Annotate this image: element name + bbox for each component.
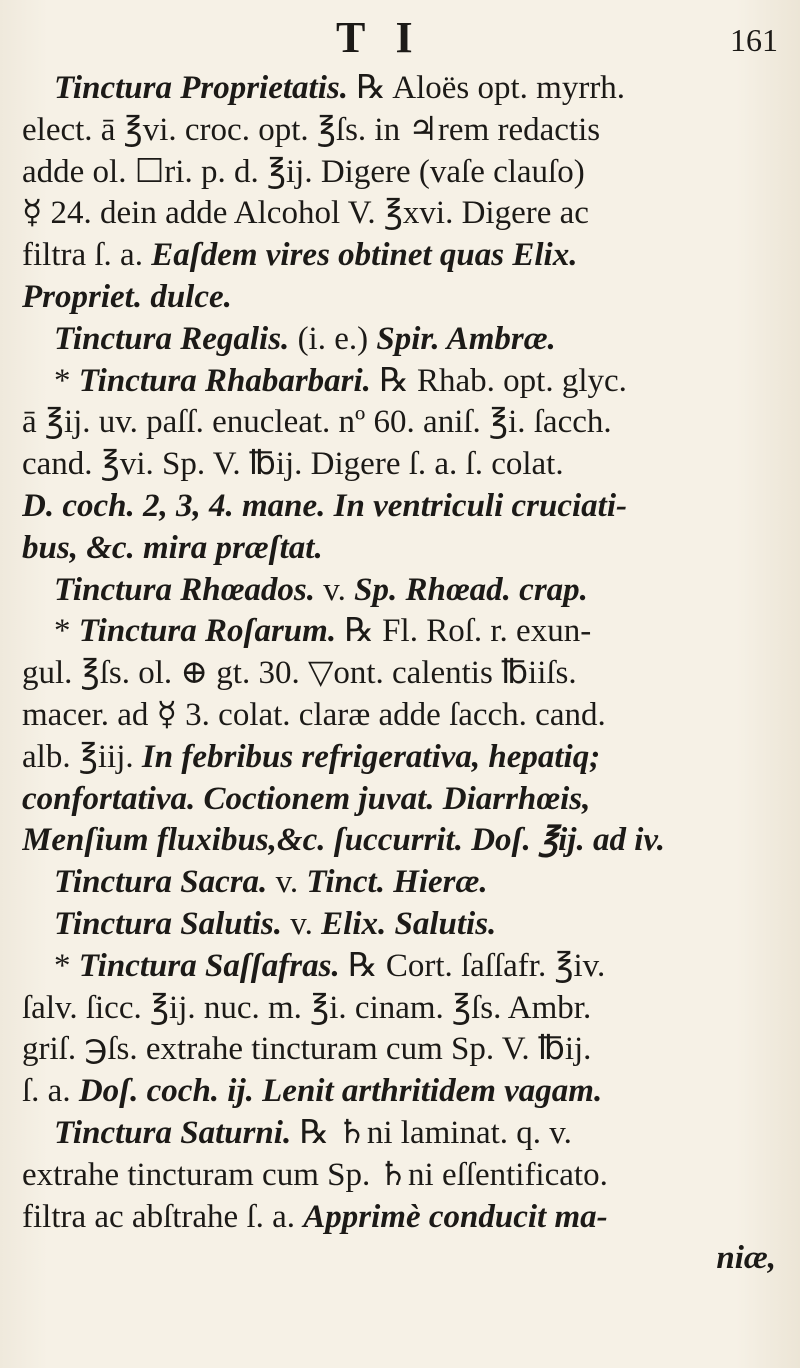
text-line [22,820,790,862]
roman-text: ā ℥ij. uv. paſſ. enucleat. nº 60. aniſ. ℥i. ſacch. [22,404,612,441]
italic-text: In febribus refrigerativa, hepatiq; [141,738,601,775]
italic-text: Tinctura Salutis. [54,905,291,942]
roman-text: * [54,613,79,650]
italic-text: Eaſdem vires obtinet quas Elix. [151,237,578,274]
italic-text: confortativa. Coctionem juvat. Diarrhœis, [22,780,591,817]
roman-text: gul. ℥ſs. ol. ⊕ gt. 30. ▽ont. calentis ℔iiſs. [22,655,577,692]
roman-text: extrahe tincturam cum Sp. ♄ni eſſentificato. [22,1156,608,1193]
roman-text: filtra ſ. a. [22,237,152,274]
italic-text: Menſium fluxibus,&c. ſuccurrit. Doſ. ℥ij. ad iv. [22,822,666,859]
header-letters: T I [336,13,423,62]
roman-text: v. [290,905,322,942]
text-line [22,1155,790,1197]
text-line [22,779,790,821]
text-line [22,361,790,403]
text-line [22,277,790,319]
roman-text: ſalv. ſicc. ℥ij. nuc. m. ℥i. cinam. ℥ſs. Ambr. [22,989,592,1026]
italic-text: Propriet. dulce. [22,278,232,315]
text-line [22,1238,790,1280]
roman-text: ☿ 24. dein adde Alcohol V. ℥xvi. Digere ac [22,195,589,232]
text-line [22,528,790,570]
text-line [22,653,790,695]
italic-text: niæ, [716,1240,776,1277]
text-line [22,570,790,612]
roman-text: alb. ℥iij. [22,738,142,775]
italic-text: Apprimè conducit ma- [303,1198,608,1235]
roman-text: filtra ac abſtrahe ſ. a. [22,1198,304,1235]
text-line [22,862,790,904]
roman-text: ℞ Aloës opt. myrrh. [356,70,626,106]
roman-text: ℞ Cort. ſaſſafr. ℥iv. [347,947,606,984]
text-line [22,235,790,277]
roman-text: ℞ ♄ni laminat. q. v. [299,1114,572,1151]
text-line [22,402,790,444]
italic-text: Tinct. Hieræ. [306,864,488,901]
text-line [22,904,790,946]
roman-text: cand. ℥vi. Sp. V. ℔ij. Digere ſ. a. ſ. colat. [22,446,564,483]
italic-text: Doſ. coch. ij. Lenit arthritidem vagam. [78,1073,603,1110]
body-text [22,68,790,1280]
text-line [22,110,790,152]
text-line [22,611,790,653]
roman-text: macer. ad ☿ 3. colat. claræ adde ſacch. cand. [22,696,606,733]
italic-text: Tinctura Roſarum. [78,613,345,650]
roman-text: ℞ Rhab. opt. glyc. [379,362,627,399]
italic-text: Tinctura Rhabarbari. [78,362,380,399]
text-line [22,1197,790,1239]
roman-text: v. [275,864,307,901]
italic-text: Tinctura Proprietatis. [54,70,357,106]
text-line [22,193,790,235]
roman-text: adde ol. ☐ri. p. d. ℥ij. Digere (vaſe clauſo) [22,153,585,190]
italic-text: Tinctura Regalis. [54,320,298,357]
roman-text: v. [323,571,355,608]
text-line [22,1071,790,1113]
text-line [22,737,790,779]
roman-text: ℞ Fl. Roſ. r. exun- [344,613,592,650]
roman-text: elect. ā ℥vi. croc. opt. ℥ſs. in ♃rem redactis [22,111,601,148]
roman-text: * [54,947,79,984]
text-line [22,695,790,737]
page-number: 161 [730,22,778,58]
italic-text: Tinctura Rhœados. [54,571,324,608]
text-line [22,152,790,194]
text-line [22,319,790,361]
italic-text: bus, &c. mira præſtat. [22,529,323,566]
italic-text: Elix. Salutis. [321,905,497,942]
text-line [22,68,790,110]
text-line [22,444,790,486]
italic-text: Tinctura Saturni. [54,1114,300,1151]
running-head [0,10,800,66]
italic-text: Tinctura Sacra. [54,864,276,901]
roman-text: * [54,362,79,399]
roman-text: ſ. a. [22,1073,79,1110]
text-line [22,1029,790,1071]
text-line [22,988,790,1030]
text-line [22,486,790,528]
roman-text: griſ. ℈ſs. extrahe tincturam cum Sp. V. ℔ij. [22,1031,592,1068]
italic-text: Sp. Rhœad. crap. [354,571,588,608]
italic-text: Spir. Ambræ. [376,320,556,357]
text-line [22,946,790,988]
italic-text: D. coch. 2, 3, 4. mane. In ventriculi cruciati- [22,487,627,524]
italic-text: Tinctura Saſſafras. [78,947,348,984]
text-line [22,1113,790,1155]
roman-text: (i. e.) [297,320,377,357]
